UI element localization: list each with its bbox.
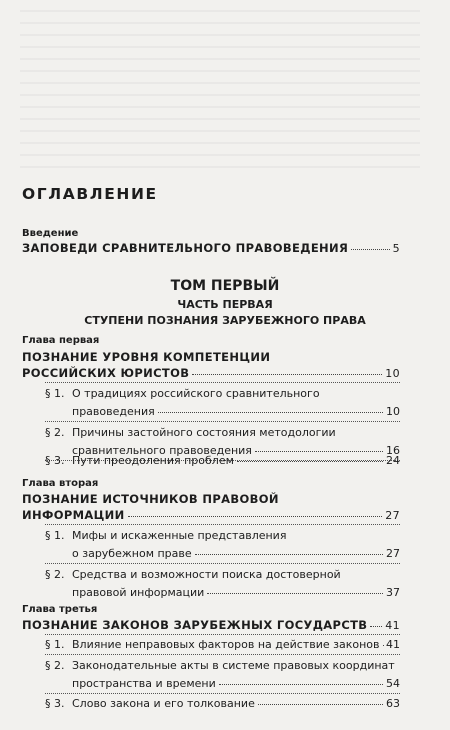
chapter-entry [22,618,400,632]
section-entry [45,527,400,563]
section-entry [45,385,400,421]
section-title-line: Влияние неправовых факторов на действие законов [72,638,380,651]
section-title-line: правовой информации [72,586,205,599]
section-entry [45,566,400,602]
dot-leader [158,412,383,413]
section-title-line: правоведения [72,405,155,418]
chapter-label: Глава вторая [22,478,99,489]
section-page: 41 [386,638,400,651]
chapter-title-line: РОССИЙСКИХ ЮРИСТОВ [22,366,190,380]
chapter-title-line: ИНФОРМАЦИИ [22,508,125,522]
section-page: 54 [386,677,400,690]
section-entry [45,695,400,713]
toc-title: ОГЛАВЛЕНИЕ [22,185,158,203]
section-page: 10 [386,405,400,418]
show-through-text [20,0,420,178]
section-number: § 3. [45,697,65,710]
section-title-line: сравнительного правоведения [72,444,252,457]
chapter-title-line: ПОЗНАНИЕ ИСТОЧНИКОВ ПРАВОВОЙ [22,492,279,506]
dot-leader [192,374,382,375]
chapter-title-line: ПОЗНАНИЕ УРОВНЯ КОМПЕТЕНЦИИ [22,350,271,364]
part-title: СТУПЕНИ ПОЗНАНИЯ ЗАРУБЕЖНОГО ПРАВА [84,314,366,327]
intro-page: 5 [392,242,400,255]
dot-leader [237,461,383,462]
chapter-page: 27 [385,509,400,522]
chapter-label: Глава первая [22,335,100,346]
section-number: § 2. [45,568,65,581]
section-page: 16 [386,444,400,457]
dot-leader [195,554,383,555]
dot-leader [351,249,389,250]
section-entry [45,452,400,470]
dotted-separator [45,634,400,635]
intro-entry [22,241,400,255]
section-title-line: Средства и возможности поиска достоверной [72,568,341,581]
chapter-page: 10 [385,367,400,380]
section-number: § 2. [45,659,65,672]
section-page: 27 [386,547,400,560]
section-title-line: Мифы и искаженные представления [72,529,287,542]
dot-leader [370,626,382,627]
section-number: § 3. [45,454,65,467]
section-title-line: Причины застойного состояния методологии [72,426,336,439]
section-number: § 1. [45,387,65,400]
chapter-entry [22,366,400,380]
section-title-line: О традициях российского сравнительного [72,387,320,400]
dot-leader [219,684,383,685]
section-title-line: Слово закона и его толкование [72,697,255,710]
intro-title: ЗАПОВЕДИ СРАВНИТЕЛЬНОГО ПРАВОВЕДЕНИЯ [22,241,349,255]
dotted-separator [45,654,400,655]
section-title-line: Пути преодоления проблем [72,454,234,467]
section-number: § 1. [45,529,65,542]
section-number: § 2. [45,426,65,439]
dot-leader [207,593,383,594]
section-page: 24 [386,454,400,467]
dot-leader [128,516,383,517]
dotted-separator [45,693,400,694]
intro-label: Введение [22,228,79,239]
chapter-page: 41 [385,619,400,632]
section-page: 37 [386,586,400,599]
section-entry [45,636,400,654]
section-page: 63 [386,697,400,710]
section-title-line: о зарубежном праве [72,547,192,560]
section-entry [45,657,400,693]
dotted-separator [45,382,400,383]
dotted-separator [45,421,400,422]
volume-heading: ТОМ ПЕРВЫЙ [170,278,280,294]
chapter-entry [22,508,400,522]
section-title-line: пространства и времени [72,677,216,690]
dot-leader [258,704,383,705]
section-number: § 1. [45,638,65,651]
dotted-separator [45,524,400,525]
part-heading: ЧАСТЬ ПЕРВАЯ [177,298,273,311]
chapter-label: Глава третья [22,604,98,615]
dotted-separator [45,563,400,564]
section-title-line: Законодательные акты в системе правовых координат [72,659,395,672]
chapter-title-line: ПОЗНАНИЕ ЗАКОНОВ ЗАРУБЕЖНЫХ ГОСУДАРСТВ [22,618,368,632]
